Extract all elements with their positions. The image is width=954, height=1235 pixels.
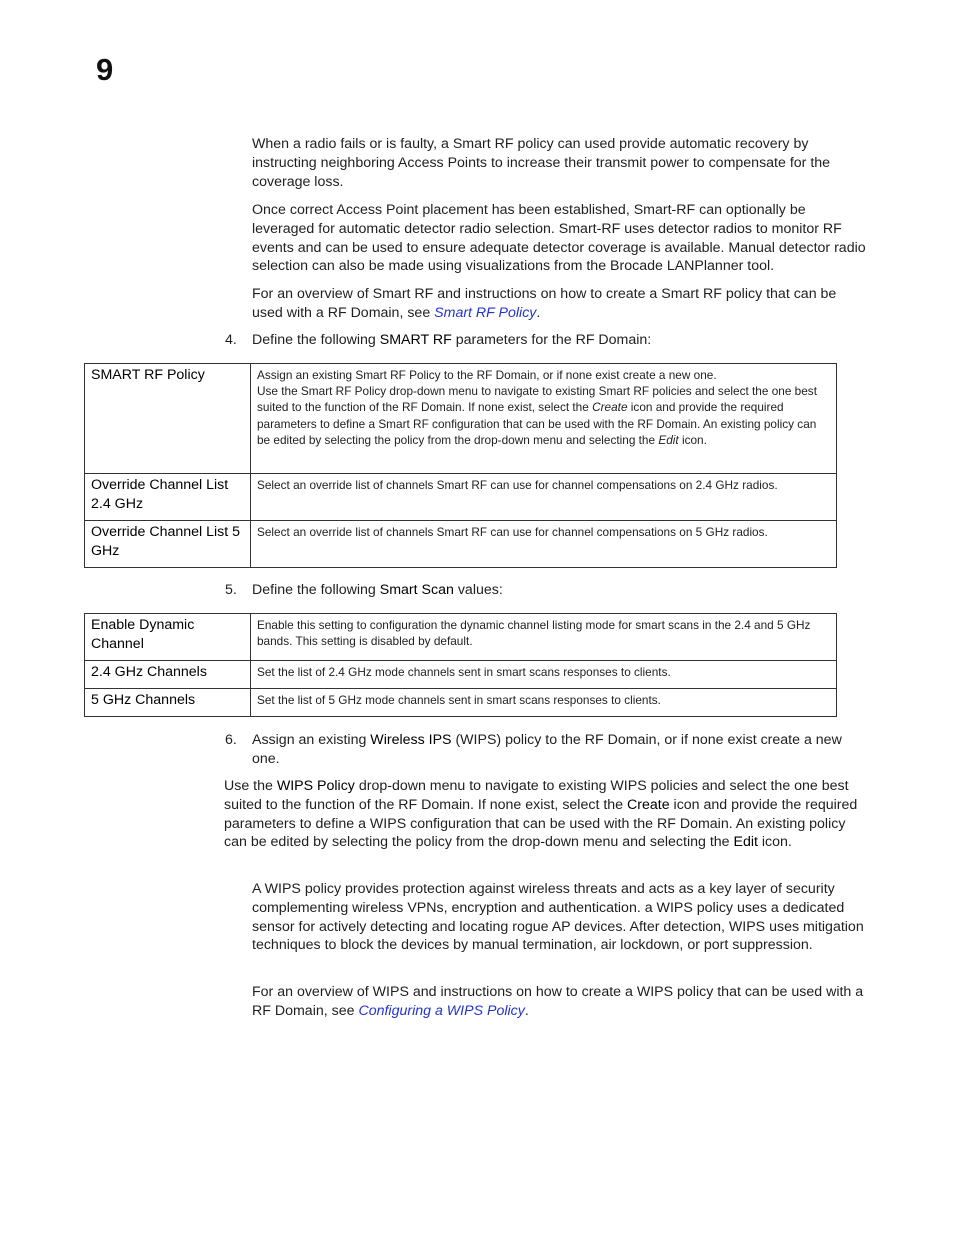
wips-overview-paragraph	[252, 983, 870, 1021]
param-name: Enable Dynamic Channel	[85, 614, 251, 661]
wips-policy-term: WIPS Policy	[276, 778, 355, 794]
table-row	[85, 474, 837, 521]
step-6-bold: Wireless IPS	[370, 732, 452, 748]
desc-text: Use the Smart RF Policy drop-down menu to navigate to existing Smart RF policies and select the one best suited to the function of the RF Domain. If none exist, select the	[257, 384, 817, 415]
step-5-bold: Smart Scan	[379, 582, 454, 598]
table-row	[85, 661, 837, 689]
wips-overview-end: .	[524, 1002, 529, 1019]
param-description: Set the list of 2.4 GHz mode channels sent in smart scans responses to clients.	[251, 661, 837, 689]
param-name: SMART RF Policy	[85, 364, 251, 474]
wips-overview-text: For an overview of WIPS and instructions on how to create a WIPS policy that can be used with a RF Domain, see	[252, 984, 864, 1019]
intro-paragraph-3-end: .	[536, 304, 541, 321]
param-name: Override Channel List 5 GHz	[85, 521, 251, 568]
desc-text: icon and provide the required parameters to define a Smart RF configuration that can be used with the RF Domain. An existing policy can be edited by selecting the policy from the drop-down menu and selecting the	[257, 400, 817, 447]
step-6-text	[252, 731, 870, 769]
table-row	[85, 364, 837, 474]
param-description: Set the list of 5 GHz mode channels sent in smart scans responses to clients.	[251, 689, 837, 717]
wips-text: icon and provide the required parameters to define a WIPS configuration that can be used with the RF Domain. An existing policy can be edited by selecting the policy from the drop-down menu and selecting the	[224, 796, 858, 851]
desc-text: icon.	[678, 432, 707, 447]
step-4-text	[252, 331, 870, 350]
configuring-wips-policy-link[interactable]: Configuring a WIPS Policy	[358, 1002, 525, 1019]
create-term: Create	[627, 796, 670, 813]
chapter-number: 9	[96, 52, 114, 87]
wips-policy-paragraph	[224, 777, 870, 852]
step-6-number: 6.	[225, 732, 237, 748]
wips-text: Use the	[224, 778, 277, 794]
param-name: 5 GHz Channels	[85, 689, 251, 717]
edit-term: Edit	[658, 432, 679, 447]
param-name: 2.4 GHz Channels	[85, 661, 251, 689]
step-6-pre: Assign an existing	[252, 732, 371, 748]
param-description: Select an override list of channels Smart RF can use for channel compensations on 2.4 GHz radios.	[251, 474, 837, 521]
step-4-pre: Define the following	[252, 332, 380, 348]
table-row	[85, 614, 837, 661]
param-description: Select an override list of channels Smart RF can use for channel compensations on 5 GHz radios.	[251, 521, 837, 568]
step-5-text	[252, 581, 870, 600]
step-6-post: (WIPS) policy to the RF Domain, or if none exist create a new one.	[252, 732, 842, 767]
step-4-number: 4.	[225, 332, 237, 348]
param-description-detail	[257, 383, 830, 448]
param-description: Enable this setting to configuration the dynamic channel listing mode for smart scans in the 2.4 and 5 GHz bands. This setting is disabled by default.	[251, 614, 837, 661]
step-4-post: parameters for the RF Domain:	[451, 332, 652, 348]
step-5-number: 5.	[225, 582, 237, 598]
step-5-post: values:	[453, 582, 503, 598]
param-description-line: Assign an existing Smart RF Policy to the RF Domain, or if none exist create a new one.	[257, 368, 717, 382]
step-5-pre: Define the following	[252, 582, 380, 598]
param-description	[251, 364, 837, 474]
table-row	[85, 521, 837, 568]
wips-text: drop-down menu to navigate to existing WIPS policies and select the one best suited to the function of the RF Domain. If none exist, select the	[224, 778, 849, 813]
smart-scan-parameters-table	[84, 613, 837, 717]
step-4-bold: SMART RF	[379, 332, 452, 348]
smart-rf-parameters-table	[84, 363, 837, 568]
table-row	[85, 689, 837, 717]
wips-description-paragraph: A WIPS policy provides protection against wireless threats and acts as a key layer of security complementing wireless VPNs, encryption and authentication. a WIPS policy uses a dedicated sensor for actively detecting and locating rogue AP devices. After detection, WIPS uses mitigation techniques to block the devices by manual termination, air lockdown, or port suppression.	[252, 881, 864, 954]
smart-rf-policy-link[interactable]: Smart RF Policy	[434, 304, 537, 321]
intro-paragraph-1: When a radio fails or is faulty, a Smart RF policy can used provide automatic recovery by instructing neighboring Access Points to increase their transmit power to compensate for the coverage loss.	[252, 136, 831, 190]
intro-paragraph-3	[252, 285, 870, 323]
param-name: Override Channel List 2.4 GHz	[85, 474, 251, 521]
create-term: Create	[592, 400, 628, 415]
wips-text: icon.	[757, 834, 792, 851]
intro-paragraph-3-text: For an overview of Smart RF and instructions on how to create a Smart RF policy that can be used with a RF Domain, see	[252, 286, 837, 321]
intro-paragraph-2: Once correct Access Point placement has been established, Smart-RF can optionally be leveraged for automatic detector radio selection. Smart-RF uses detector radios to monitor RF events and can be used to ensure adequate detector coverage is available. Manual detector radio selection can also be made using visualizations from the Brocade LANPlanner tool.	[252, 202, 866, 275]
edit-term: Edit	[733, 834, 758, 851]
